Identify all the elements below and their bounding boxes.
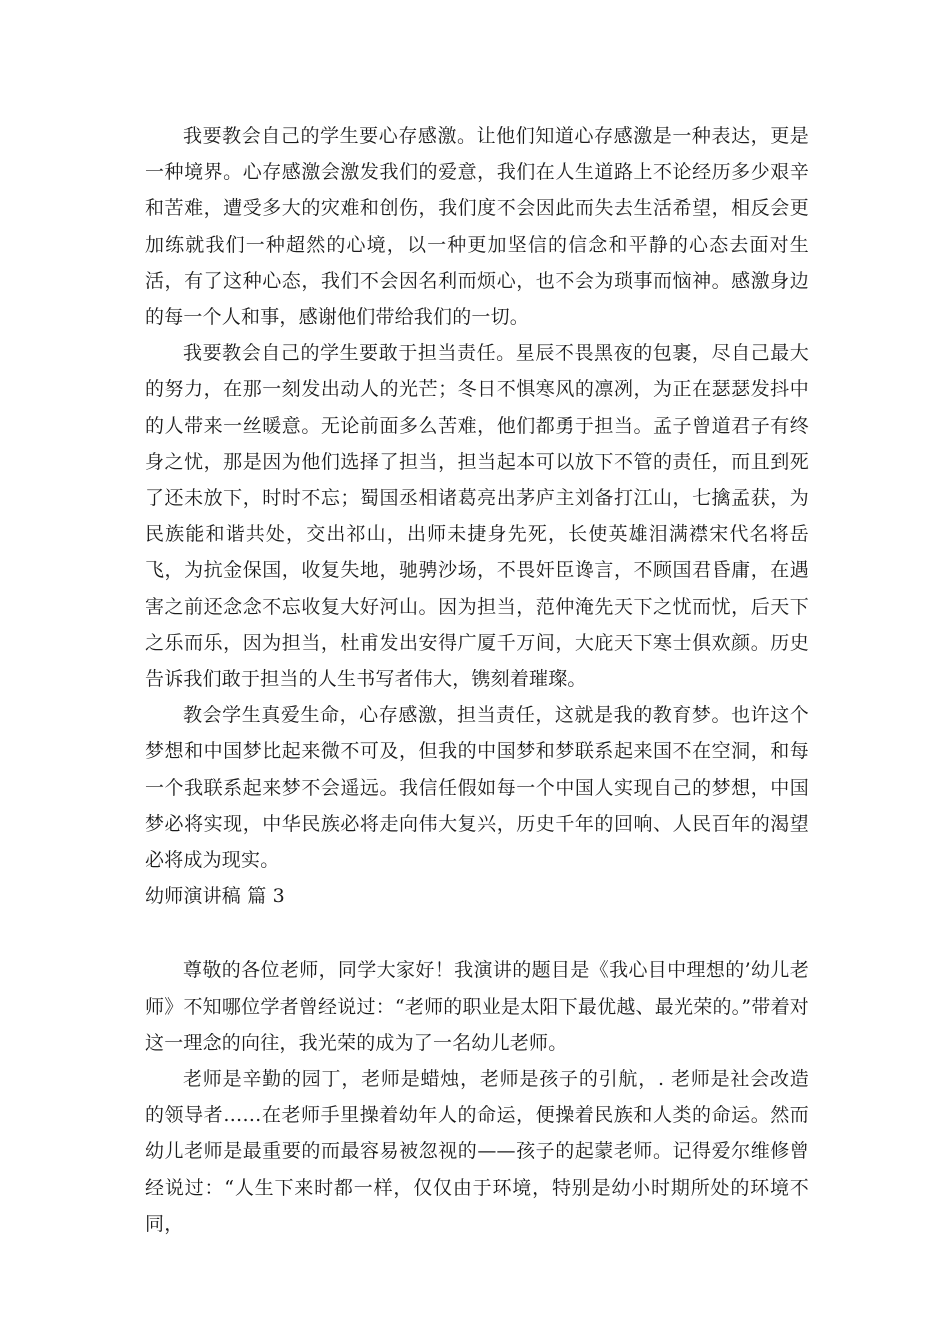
paragraph-greeting: 尊敬的各位老师，同学大家好！我演讲的题目是《我心目中理想的’幼儿老师》不知哪位学者曾经说过：“老师的职业是太阳下最优越、最光荣的。”带着对这一理念的向往，我光荣的成为了一名幼儿老师。 (145, 959, 809, 1054)
paragraph-gratitude: 我要教会自己的学生要心存感激。让他们知道心存感激是一种表达，更是一种境界。心存感激会激发我们的爱意，我们在人生道路上不论经历多少艰辛和苦难，遭受多大的灾难和创伤，我们度不会因此而失去生活希望，相反会更加练就我们一种超然的心境，以一种更加坚信的信念和平静的心态去面对生活，有了这种心态，我们不会因名利而烦心，也不会为琐事而恼神。感激身边的每一个人和事，感谢他们带给我们的一切。 (145, 125, 809, 329)
blank-line (145, 914, 809, 952)
paragraph-teacher-role: 老师是辛勤的园丁，老师是蜡烛，老师是孩子的引航，. 老师是社会改造的领导者……在老师手里操着幼年人的命运，便操着民族和人类的命运。然而幼儿老师是最重要的而最容易被忽视的——孩子的起蒙老师。记得爱尔维修曾经说过：“人生下来时都一样，仅仅由于环境，特别是幼小时期所处的环境不同， (145, 1068, 809, 1235)
paragraph-responsibility: 我要教会自己的学生要敢于担当责任。星辰不畏黑夜的包裹，尽自己最大的努力，在那一刻发出动人的光芒；冬日不惧寒风的凛冽，为正在瑟瑟发抖中的人带来一丝暖意。无论前面多么苦难，他们都勇于担当。孟子曾道君子有终身之忧，那是因为他们选择了担当，担当起本可以放下不管的责任，而且到死了还未放下，时时不忘；蜀国丞相诸葛亮出茅庐主刘备打江山，七擒孟获，为民族能和谐共处，交出祁山，出师未捷身先死，长使英雄泪满襟宋代名将岳飞，为抗金保国，收复失地，驰骋沙场，不畏奸臣谗言，不顾国君昏庸，在遇害之前还念念不忘收复大好河山。因为担当，范仲淹先天下之忧而忧，后天下之乐而乐，因为担当，杜甫发出安得广厦千万间，大庇天下寒士俱欢颜。历史告诉我们敢于担当的人生书写者伟大，镌刻着璀璨。 (145, 342, 809, 691)
section-title: 幼师演讲稿 篇 3 (145, 885, 285, 908)
document-page (145, 118, 809, 1242)
paragraph-education-dream: 教会学生真爱生命，心存感激，担当责任，这就是我的教育梦。也许这个梦想和中国梦比起来微不可及，但我的中国梦和梦联系起来国不在空洞，和每一个我联系起来梦不会遥远。我信任假如每一个中国人实现自己的梦想，中国梦必将实现，中华民族必将走向伟大复兴，历史千年的回响、人民百年的渴望必将成为现实。 (145, 704, 809, 872)
